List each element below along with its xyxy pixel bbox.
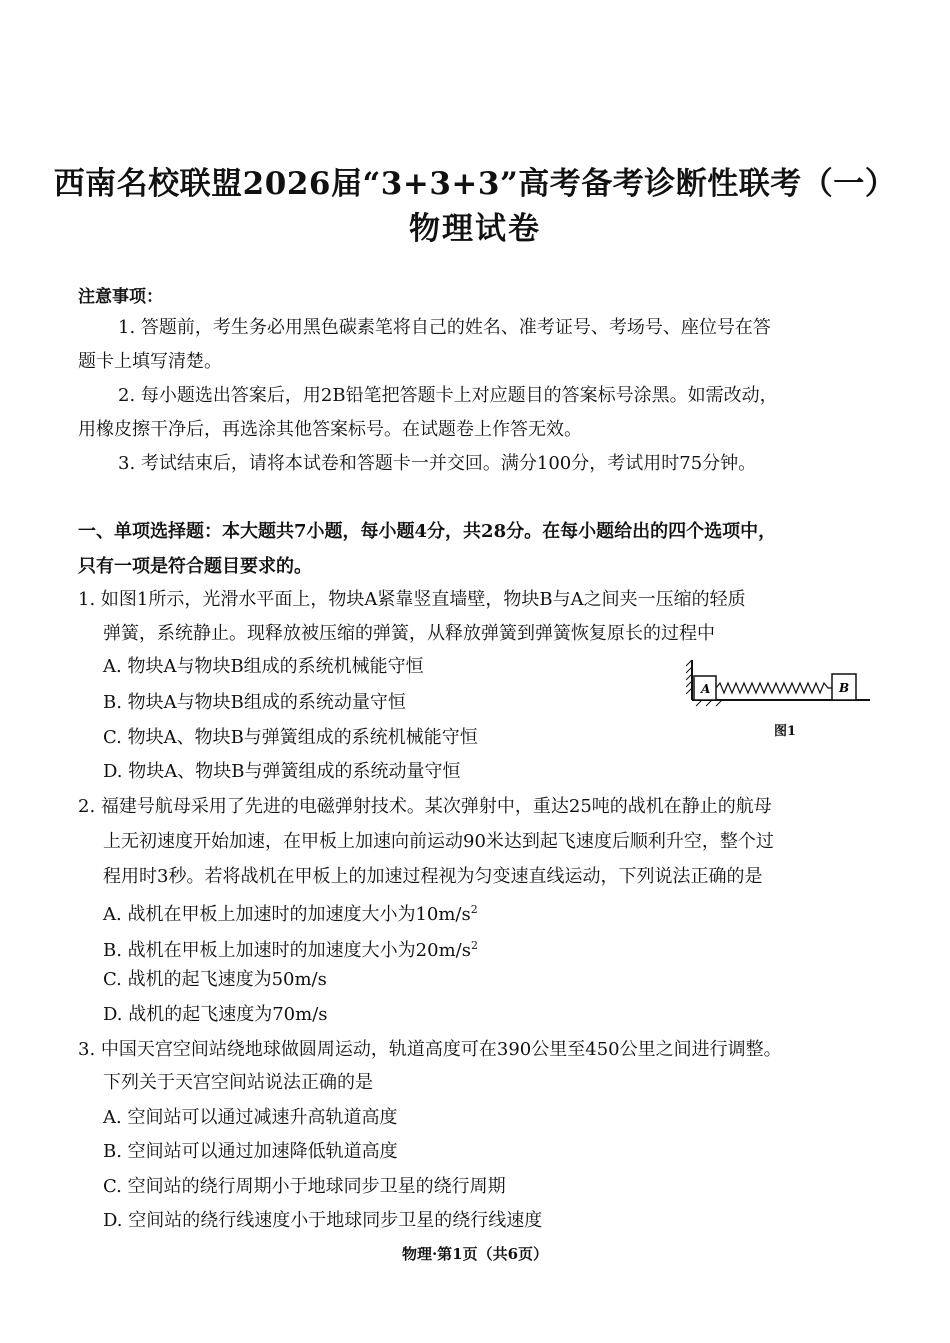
block-b-label: B <box>839 681 850 695</box>
q2-stem-line-3: 程用时3秒。若将战机在甲板上的加速过程视为匀变速直线运动，下列说法正确的是 <box>103 866 763 887</box>
notice-item-1-line-2: 题卡上填写清楚。 <box>78 351 222 372</box>
exam-title: 西南名校联盟2026届“3+3+3”高考备考诊断性联考（一） <box>53 166 897 202</box>
q2-option-b: B. 战机在甲板上加速时的加速度大小为$20m/s^2$ <box>103 939 478 961</box>
q3-stem-line-1: 3. 中国天宫空间站绕地球做圆周运动，轨道高度可在390公里至450公里之间进行调整。 <box>78 1039 782 1060</box>
q1-option-d: D. 物块A、物块B与弹簧组成的系统动量守恒 <box>103 761 461 782</box>
section-1-heading-line-1: 一、单项选择题：本大题共7小题，每小题4分，共28分。在每小题给出的四个选项中， <box>78 521 777 542</box>
q1-option-b: B. 物块A与物块B组成的系统动量守恒 <box>103 692 406 713</box>
figure-1-caption: 图1 <box>773 724 797 739</box>
notice-item-3: 3. 考试结束后，请将本试卷和答题卡一并交回。满分100分，考试用时75分钟。 <box>118 453 757 474</box>
notice-item-2-line-1: 2. 每小题选出答案后，用2B铅笔把答题卡上对应题目的答案标号涂黑。如需改动， <box>118 385 778 406</box>
q3-option-d: D. 空间站的绕行线速度小于地球同步卫星的绕行线速度 <box>103 1210 543 1231</box>
q3-option-c: C. 空间站的绕行周期小于地球同步卫星的绕行周期 <box>103 1176 506 1197</box>
q1-option-a: A. 物块A与物块B组成的系统机械能守恒 <box>103 656 424 677</box>
q3-option-b: B. 空间站可以通过加速降低轨道高度 <box>103 1141 398 1162</box>
q1-stem-line-1: 1. 如图1所示，光滑水平面上，物块A紧靠竖直墙壁，物块B与A之间夹一压缩的轻质 <box>78 589 746 610</box>
page-footer: 物理·第1页（共6页） <box>401 1245 549 1263</box>
q3-stem-line-2: 下列关于天宫空间站说法正确的是 <box>103 1072 373 1093</box>
block-a-label: A <box>701 682 711 696</box>
notice-heading: 注意事项： <box>78 287 163 307</box>
q2-option-d: D. 战机的起飞速度为70m/s <box>103 1004 328 1025</box>
spring <box>716 683 832 693</box>
q2-option-a: A. 战机在甲板上加速时的加速度大小为$10m/s^2$ <box>103 903 478 925</box>
exam-subtitle: 物理试卷 <box>409 211 541 247</box>
section-1-heading-line-2: 只有一项是符合题目要求的。 <box>78 556 312 577</box>
q3-option-a: A. 空间站可以通过减速升高轨道高度 <box>103 1107 398 1128</box>
q2-stem-line-1: 2. 福建号航母采用了先进的电磁弹射技术。某次弹射中，重达25吨的战机在静止的航母 <box>78 796 772 817</box>
q2-option-c: C. 战机的起飞速度为50m/s <box>103 969 327 990</box>
notice-item-1-line-1: 1. 答题前，考生务必用黑色碳素笔将自己的姓名、准考证号、考场号、座位号在答 <box>118 317 771 338</box>
q1-stem-line-2: 弹簧，系统静止。现释放被压缩的弹簧，从释放弹簧到弹簧恢复原长的过程中 <box>103 623 715 644</box>
q2-stem-line-2: 上无初速度开始加速，在甲板上加速向前运动90米达到起飞速度后顺利升空，整个过 <box>103 831 774 852</box>
q1-option-c: C. 物块A、物块B与弹簧组成的系统机械能守恒 <box>103 727 478 748</box>
notice-item-2-line-2: 用橡皮擦干净后，再选涂其他答案标号。在试题卷上作答无效。 <box>78 419 582 440</box>
